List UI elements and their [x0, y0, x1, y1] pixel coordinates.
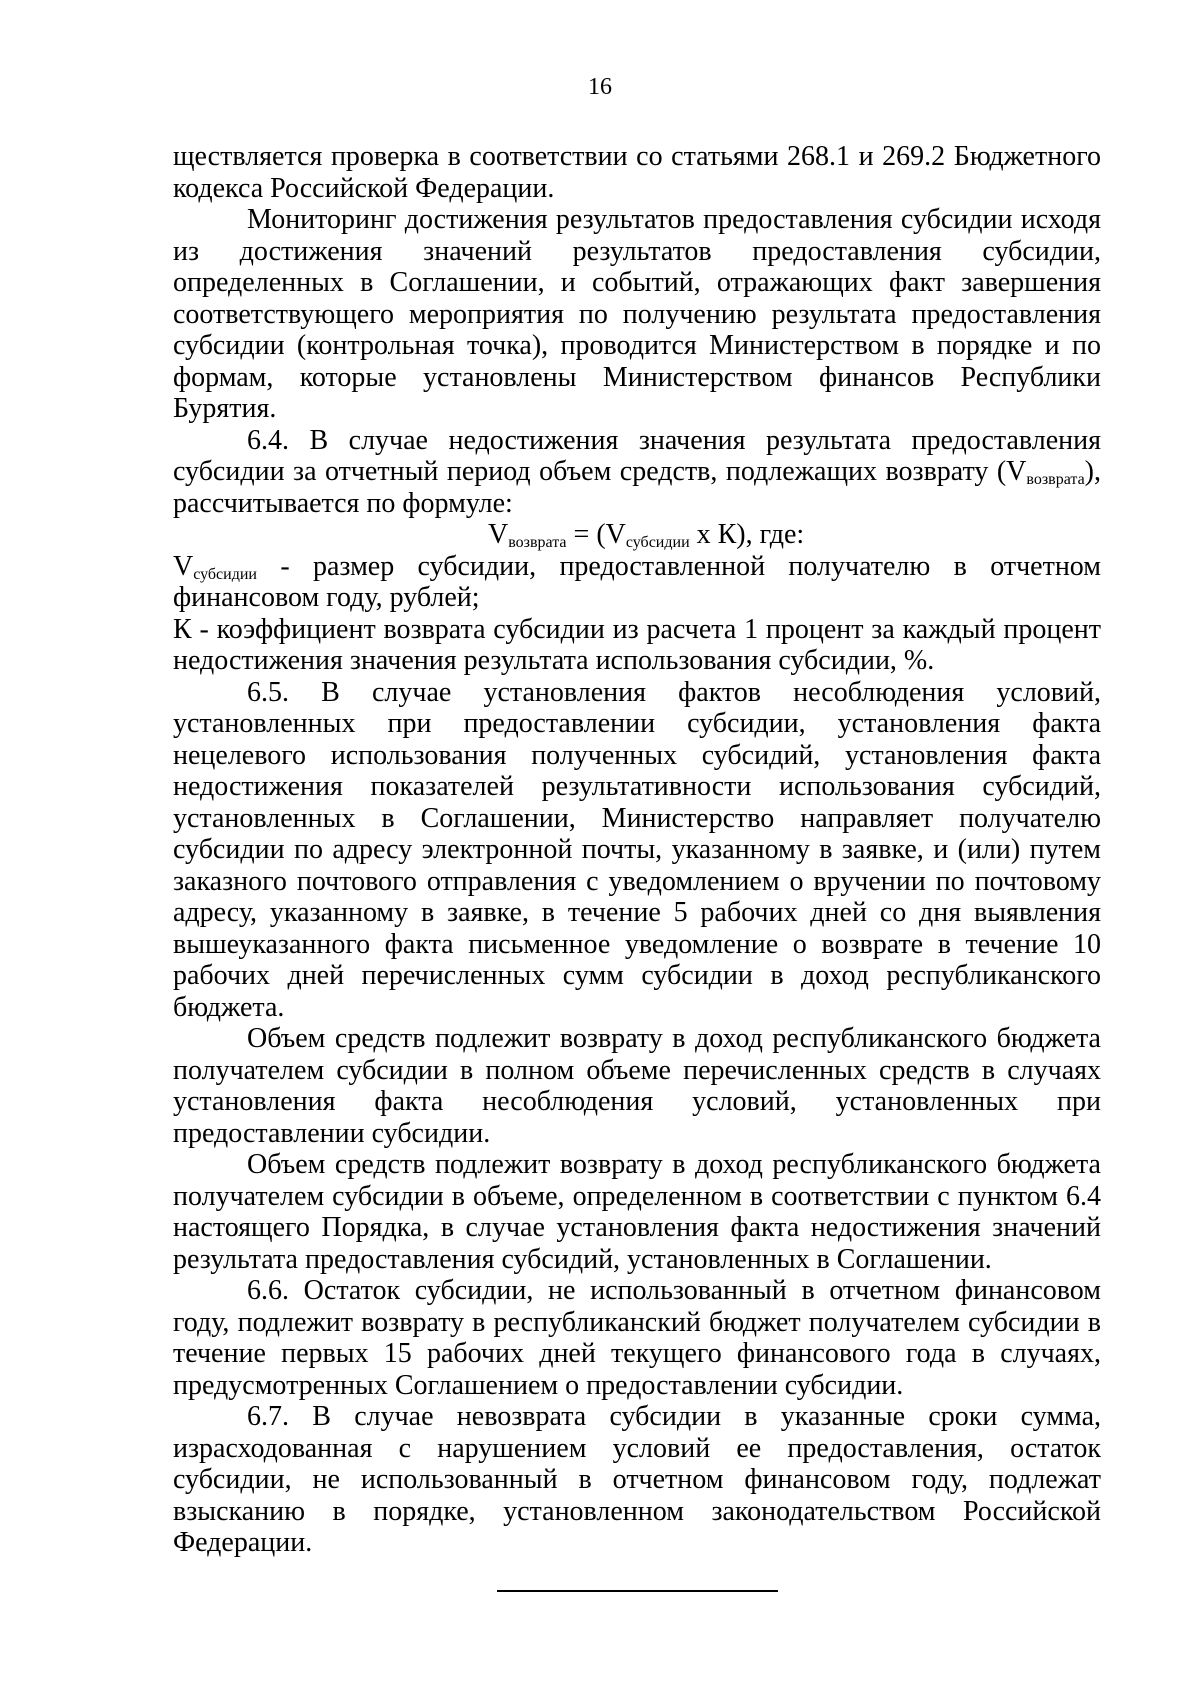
definition-sub-subsidii: субсидии [193, 565, 257, 583]
formula [173, 519, 1101, 551]
formula-tail: x К), где: [689, 519, 805, 550]
formula-sub-subsidii: субсидии [625, 534, 690, 551]
paragraph-6-7: 6.7. В случае невозврата субсидии в указанные сроки сумма, израсходованная с нарушением условий ее предоставления, остаток субсидии, не использованный в отчетном финансовом году, подлежат взысканию в порядке, установленном законодательством Российской Федерации. [173, 1401, 1101, 1558]
formula-mid: = (V [566, 519, 626, 550]
formula-v1: V [488, 519, 509, 550]
end-of-document-rule [497, 1590, 778, 1592]
page-number: 16 [588, 74, 612, 100]
paragraph-6-5: 6.5. В случае установления фактов несоблюдения условий, установленных при предоставлении субсидии, установления факта нецелевого использования полученных субсидий, установления факта недостижения показателей результативности использования субсидий, установленных в Соглашении, Министерство направляет получателю субсидии по адресу электронной почты, указанному в заявке, и (или) путем заказного почтового отправления с уведомлением о вручении по почтовому адресу, указанному в заявке, в течение 5 рабочих дней со дня выявления вышеуказанного факта письменное уведомление о возврате в течение 10 рабочих дней перечисленных сумм субсидии в доход республиканского бюджета. [173, 676, 1101, 1023]
subscript-vozvrata: возврата [1026, 471, 1085, 488]
definition-k: К - коэффициент возврата субсидии из расчета 1 процент за каждый процент недостижения значения результата использования субсидии, %. [173, 613, 1101, 676]
paragraph-6-6: 6.6. Остаток субсидии, не использованный в отчетном финансовом году, подлежит возврату в республиканский бюджет получателем субсидии в течение первых 15 рабочих дней текущего финансового года в случаях, предусмотренных Соглашением о предоставлении субсидии. [173, 1275, 1101, 1401]
paragraph-return-partial: Объем средств подлежит возврату в доход республиканского бюджета получателем субсидии в объеме, определенном в соответствии с пунктом 6.4 настоящего Порядка, в случае установления факта недостижения значений результата предоставления субсидий, установленных в Соглашении. [173, 1149, 1101, 1275]
paragraph-6-4-text: 6.4. В случае недостижения значения результата предоставления субсидии за отчетный период объем средств, подлежащих возврату (V [173, 424, 1101, 487]
formula-sub-vozvrata: возврата [508, 534, 567, 551]
definition-v-subsidii [173, 551, 1101, 614]
definition-v: V [173, 550, 194, 582]
definition-v-text: - размер субсидии, предоставленной получателю в отчетном финансовом году, рублей; [173, 550, 1101, 613]
paragraph-6-4-tail: ), рассчитывается по формуле: [173, 456, 1101, 519]
paragraph-monitoring: Мониторинг достижения результатов предоставления субсидии исходя из достижения значений результатов предоставления субсидии, определенных в Соглашении, и событий, отражающих факт завершения соответствующего мероприятия по получению результата предоставления субсидии (контрольная точка), проводится Министерством в порядке и по формам, которые установлены Министерством финансов Республики Бурятия. [173, 204, 1101, 424]
paragraph-6-4 [173, 425, 1101, 520]
paragraph-continuation: ществляется проверка в соответствии со статьями 268.1 и 269.2 Бюджетного кодекса Российской Федерации. [173, 141, 1101, 204]
paragraph-return-full: Объем средств подлежит возврату в доход республиканского бюджета получателем субсидии в полном объеме перечисленных средств в случаях установления факта несоблюдения условий, установленных при предоставлении субсидии. [173, 1023, 1101, 1149]
document-body [173, 141, 1101, 1559]
